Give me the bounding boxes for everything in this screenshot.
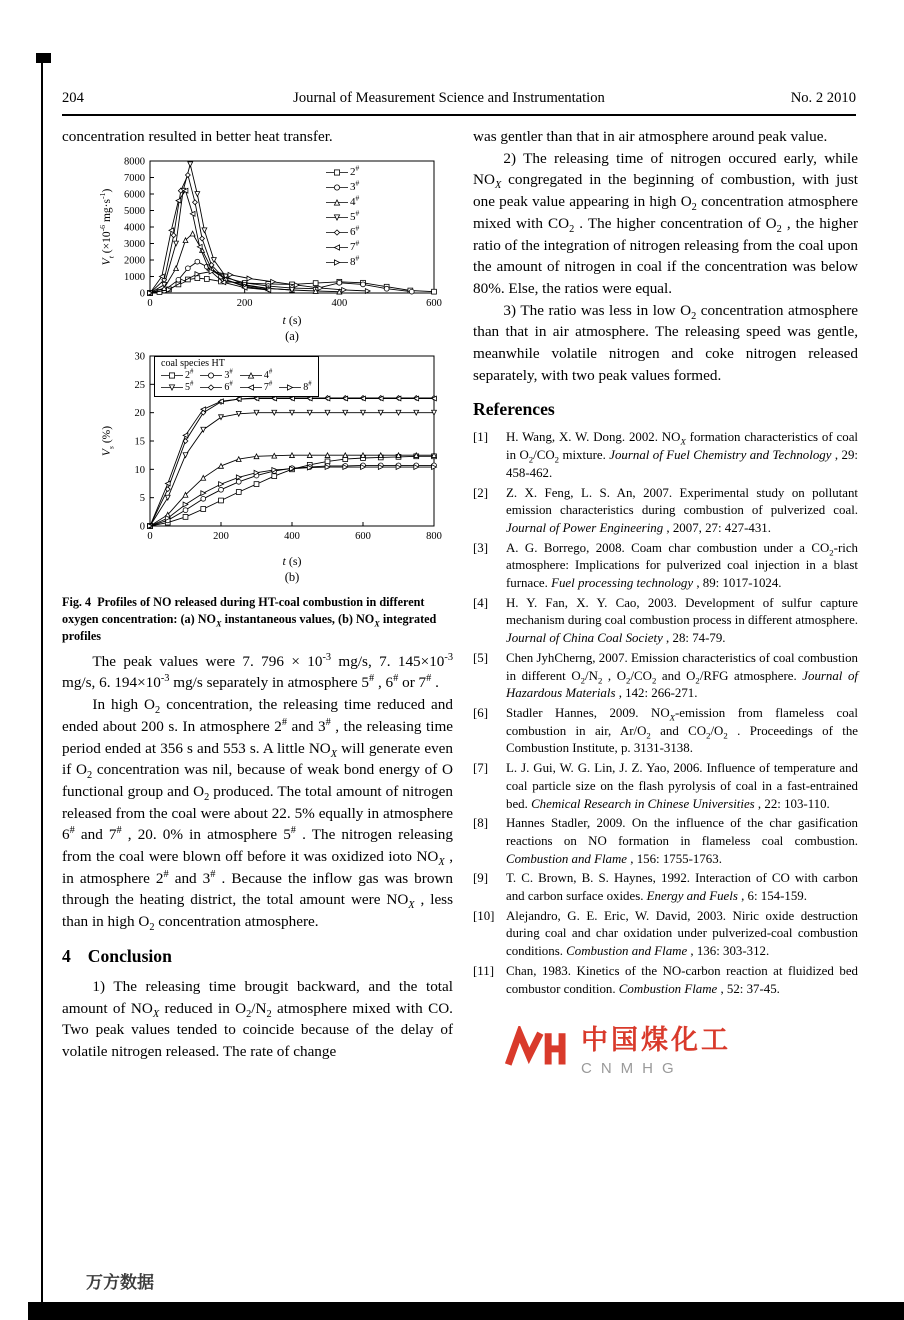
reference-item — [473, 429, 858, 482]
reference-item — [473, 963, 858, 998]
svg-text:200: 200 — [236, 297, 253, 309]
svg-text:4000: 4000 — [124, 222, 145, 234]
legend-label: 4# — [263, 368, 273, 382]
legend-label: 3# — [350, 178, 360, 194]
scan-artifact-blob — [36, 53, 51, 63]
svg-text:5: 5 — [139, 492, 145, 504]
no-instantaneous-chart — [88, 153, 448, 313]
reference-number: [6] — [473, 705, 489, 720]
reference-item — [473, 815, 858, 868]
legend-row — [326, 180, 359, 195]
reference-number: [10] — [473, 908, 495, 923]
legend-item — [326, 163, 360, 179]
reference-item — [473, 485, 858, 538]
chart-b-sublabel: (b) — [284, 569, 300, 584]
legend-label: 7# — [263, 380, 273, 394]
reference-item — [473, 908, 858, 961]
svg-text:7000: 7000 — [124, 172, 145, 184]
legend-item — [161, 370, 193, 381]
legend-row — [161, 370, 312, 382]
reference-number: [7] — [473, 761, 489, 776]
svg-text:15: 15 — [134, 436, 145, 448]
legend-item — [326, 253, 360, 269]
reference-number: [2] — [473, 485, 489, 500]
figure-4 — [62, 153, 453, 645]
reference-item — [473, 540, 858, 593]
section-heading-conclusion — [62, 946, 453, 967]
legend-label: 5# — [185, 380, 194, 394]
reference-text: H. Wang, X. W. Dong. 2002. $NO_X$ formation characteristics of coal in $O_2/CO_2$ mixture. Journal of Fuel Chemistry and Technology , 29: 458-462. — [506, 430, 859, 480]
two-column-body — [62, 126, 858, 1077]
legend-item — [200, 382, 232, 393]
svg-text:8000: 8000 — [124, 156, 145, 168]
journal-title: Journal of Measurement Science and Instrumentation — [293, 90, 605, 106]
paragraph-continuation: was gentler than that in air atmosphere around peak value. — [473, 128, 828, 145]
reference-text: L. J. Gui, W. G. Lin, J. Z. Yao, 2006. Influence of temperature and coal particle size on the flash pyrolysis of coal in a fast-entrained bed. Chemical Research in Chinese Universities , 22: 103-110. — [506, 761, 858, 811]
chart-b-wrap — [88, 348, 448, 584]
svg-text:3000: 3000 — [124, 238, 145, 250]
legend-row — [326, 165, 359, 180]
legend-label: 8# — [350, 253, 360, 269]
legend-label: 4# — [350, 193, 360, 209]
reference-text: Alejandro, G. E. Eric, W. David, 2003. Niric oxide destruction during coal and char oxidation under pulverized-coal combustion conditions. Combustion and Flame , 136: 303-312. — [506, 908, 858, 959]
chart-a-wrap — [88, 153, 448, 343]
reference-item — [473, 760, 858, 813]
legend-label: 8# — [303, 380, 312, 394]
reference-text: Z. X. Feng, L. S. An, 2007. Experimental study on pollutant emission characteristics during combustion of pulverized coal. Journal of Power Engineering , 2007, 27: 427-431. — [506, 485, 858, 535]
paragraph-high-o2: In high $O_2$ concentration, the releasing time reduced and ended about 200 s. In atmosphere 2# and 3# , the releasing time period ended at 356 s and 553 s. A little $NO_X$ will generate even if $O_2$ concentration was nil, because of weak bond energy of O functional group and $O_2$ produced. The total amount of nitrogen released from the coal were about 22. 5% equally in atmosphere 6# and 7# , 20. 0% in atmosphere 5# . The nitrogen releasing from the coal were blown off before it was oxidized ioto $NO_X$ , in atmosphere 2# and 3# . Because the inflow gas was brown through the heating district, the total amount were $NO_X$ , less than in high $O_2$ concentration atmosphere. — [62, 696, 454, 934]
svg-text:10: 10 — [134, 464, 145, 476]
reference-text: H. Y. Fan, X. Y. Cao, 2003. Development of sulfur capture mechanism during coal combustion process in different atmosphere. Journal of China Coal Society , 28: 74-79. — [506, 595, 859, 646]
reference-number: [8] — [473, 816, 489, 831]
legend-row — [326, 210, 359, 225]
left-column — [62, 126, 453, 1077]
svg-text:400: 400 — [284, 530, 300, 542]
legend-row — [326, 195, 359, 210]
reference-number: [5] — [473, 650, 489, 665]
svg-text:0: 0 — [147, 530, 153, 542]
svg-text:2000: 2000 — [124, 255, 145, 267]
reference-text: Hannes Stadler, 2009. On the influence of the char gasification reactions on NO formation in flameless coal combustion. Combustion and Flame , 156: 1755-1763. — [506, 816, 858, 866]
svg-text:400: 400 — [331, 297, 348, 309]
scan-artifact-bottom-bar — [28, 1302, 904, 1320]
legend-item — [240, 370, 272, 381]
reference-text: T. C. Brown, B. S. Haynes, 1992. Interaction of CO with carbon and carbon surface oxides. Energy and Fuels , 6: 154-159. — [506, 871, 858, 904]
chart-a-sublabel: (a) — [285, 328, 299, 343]
legend-item — [326, 208, 360, 224]
reference-number: [9] — [473, 871, 489, 886]
svg-text:6000: 6000 — [124, 189, 145, 201]
chart-b-legend — [154, 356, 319, 397]
reference-item — [473, 705, 858, 758]
paragraph-peak-values: The peak values were 7. $796 \times 10^{-3}$ mg/s, 7. $145\times 10^{-3}$ mg/s, 6. $194\times 10^{-3}$ mg/s separately in atmosphere 5# , 6# or 7# . — [62, 651, 453, 692]
logo-latin-text: CNMHG — [581, 1060, 683, 1078]
references-list — [473, 429, 858, 998]
legend-label: 6# — [350, 223, 360, 239]
legend-label: 7# — [350, 238, 360, 254]
scan-artifact-left-line — [41, 56, 43, 1304]
page-header — [62, 90, 856, 107]
svg-text:600: 600 — [426, 297, 442, 309]
legend-item — [326, 178, 360, 194]
reference-text: Chan, 1983. Kinetics of the NO-carbon reaction at fluidized bed combustor condition. Combustion Flame , 52: 37-45. — [506, 963, 858, 996]
chart-a-xlabel: t (s) — [282, 312, 302, 327]
legend-label: 2# — [350, 163, 360, 179]
legend-item — [326, 193, 360, 209]
legend-item — [240, 382, 272, 393]
reference-item — [473, 870, 858, 905]
svg-text:25: 25 — [134, 379, 145, 391]
page-number: 204 — [62, 90, 84, 106]
coal-chem-logo-icon — [503, 1026, 569, 1070]
legend-label: 2# — [185, 368, 194, 382]
publisher-logo — [503, 1018, 858, 1077]
legend-label: 5# — [350, 208, 360, 224]
chart-b-ylabel: $V_s$ (%) — [101, 425, 116, 456]
right-column — [473, 126, 858, 1077]
legend-item — [326, 238, 360, 254]
chart-a-legend — [326, 165, 359, 270]
reference-text: A. G. Borrego, 2008. Coam char combustion under a $CO_2$-rich atmosphere: Implications for pulverized coal injection in a blast furnace. Fuel processing technology , 89: 1017-1024. — [506, 540, 858, 591]
svg-text:0: 0 — [147, 297, 153, 309]
logo-chinese-text: 中国煤化工 — [581, 1025, 731, 1056]
reference-number: [1] — [473, 430, 489, 445]
svg-text:200: 200 — [213, 530, 229, 542]
section-heading-references: References — [473, 399, 555, 420]
svg-text:20: 20 — [134, 407, 145, 419]
logo-texts — [581, 1018, 731, 1077]
reference-text: Stadler Hannes, 2009. $NO_X$-emission from flameless coal combustion in air, $Ar/O_2$ and $CO_2/O_2$ . Proceedings of the Combustion Institute, p. 3131-3138. — [506, 705, 858, 756]
legend-title: coal species HT — [161, 357, 225, 369]
svg-text:30: 30 — [134, 351, 145, 363]
paragraph-continuation: concentration resulted in better heat transfer. — [62, 128, 333, 145]
legend-row — [326, 225, 359, 240]
watermark: 万方数据 — [86, 1273, 154, 1292]
issue-number: No. 2 2010 — [790, 90, 856, 106]
legend-row — [326, 240, 359, 255]
legend-row — [326, 255, 359, 270]
legend-row — [161, 382, 312, 394]
section-title: Conclusion — [87, 945, 172, 966]
paragraph-conclusion-3: 3) The ratio was less in low $O_2$ concentration atmosphere than that in air atmosphere. The releasing speed was gentle, meanwhile volatile nitrogen and coke nitrogen released separately, with two peak values formed. — [473, 301, 858, 384]
header-rule — [62, 114, 856, 116]
svg-text:600: 600 — [355, 530, 371, 542]
reference-item — [473, 650, 858, 703]
svg-text:0: 0 — [139, 521, 145, 533]
section-number: 4 — [62, 945, 71, 966]
chart-b-xlabel: t (s) — [282, 553, 302, 568]
legend-item — [161, 382, 193, 393]
svg-text:800: 800 — [426, 530, 442, 542]
reference-number: [3] — [473, 540, 489, 555]
reference-number: [4] — [473, 595, 489, 610]
svg-text:5000: 5000 — [124, 205, 145, 217]
chart-a-ylabel: $V_t$ ($\times 10^{-6}$ $mg\cdot s^{-1}$) — [98, 188, 116, 266]
reference-text: Chen JyhCherng, 2007. Emission characteristics of coal combustion in different $O_2/N_2$ , $O_2/CO_2$ and $O_2$/RFG atmosphere. Journal of Hazardous Materials , 142: 266-271. — [506, 650, 858, 701]
paragraph-conclusion-1: 1) The releasing time brougit backward, and the total amount of $NO_X$ reduced in $O_2/N_2$ atmosphere mixed with CO. Two peak values tended to coincide because of the delay of volatile nitrogen released. The rate of change — [62, 977, 453, 1060]
reference-number: [11] — [473, 963, 494, 978]
legend-item — [200, 370, 232, 381]
legend-label: 6# — [224, 380, 233, 394]
legend-item — [326, 223, 360, 239]
paragraph-conclusion-2: 2) The releasing time of nitrogen occured early, while $NO_X$ congregated in the beginning of combustion, with just one peak value appearing in high $O_2$ concentration atmosphere mixed with $CO_2$ . The higher concentration of $O_2$ , the higher ratio of the integration of nitrogen releasing from the coal upon the amount of nitrogen in coal if the concentration was below 80%. Else, the ratios were equal. — [473, 149, 859, 297]
legend-item — [279, 382, 311, 393]
figure-caption: Fig. 4 Profiles of NO released during HT-coal combustion in different oxygen concentration: (a) $NO_X$ instantaneous values, (b) $NO_X$ integrated profiles — [62, 594, 437, 643]
legend-label: 3# — [224, 368, 233, 382]
svg-text:1000: 1000 — [124, 271, 145, 283]
reference-item — [473, 595, 858, 648]
svg-text:0: 0 — [139, 288, 145, 300]
